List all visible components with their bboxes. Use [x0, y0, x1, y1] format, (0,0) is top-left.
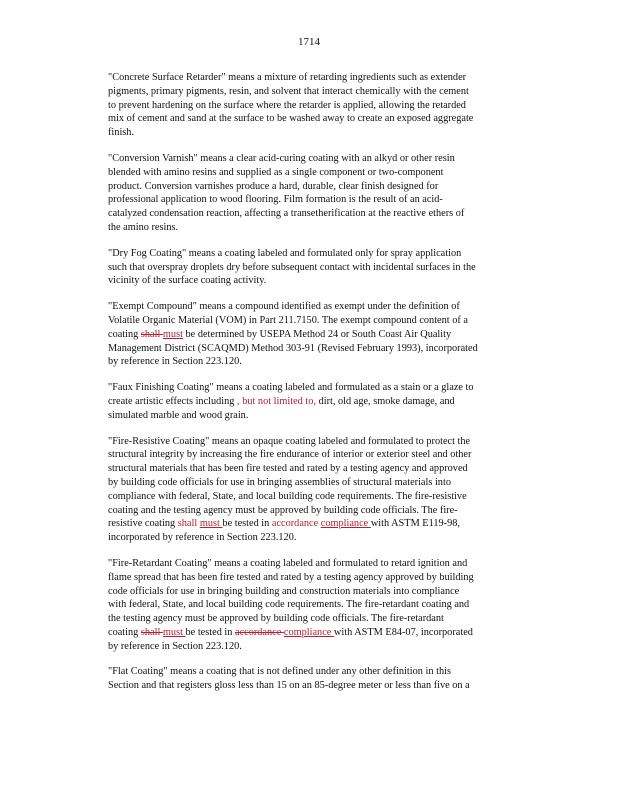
- text-run: coating: [108, 626, 141, 638]
- text-run: "Flat Coating" means a coating that is not defined under any other definition in this: [108, 666, 451, 678]
- deleted-text: accordance: [235, 626, 284, 638]
- text-line: [108, 355, 548, 369]
- definition-flat-coating: [108, 665, 548, 693]
- text-line: [108, 193, 548, 207]
- inserted-text: , but not limited to,: [237, 395, 316, 407]
- text-run: "Exempt Compound" means a compound identified as exempt under the definition of: [108, 301, 460, 313]
- text-line: [108, 490, 548, 504]
- text-run: with ASTM E84-07, incorporated: [333, 626, 473, 638]
- text-line: [108, 626, 548, 640]
- document-body: [108, 71, 548, 705]
- text-run: code officials for use in bringing building and construction materials into compliance: [108, 585, 460, 597]
- text-line: [108, 476, 548, 490]
- text-run: mix of cement and sand at the surface to be washed away to create an exposed aggregate: [108, 113, 474, 125]
- text-run: vicinity of the surface coating activity.: [108, 275, 267, 287]
- inserted-text: accordance: [271, 518, 321, 530]
- text-line: [108, 679, 548, 693]
- text-run: by building code officials for use in bringing assemblies of structural materials into: [108, 476, 451, 488]
- text-line: [108, 221, 548, 235]
- text-line: [108, 274, 548, 288]
- text-line: [108, 126, 548, 140]
- definition-fire-retardant-coating: [108, 557, 548, 654]
- text-run: be tested in: [222, 518, 272, 530]
- definition-faux-finishing-coating: [108, 381, 548, 422]
- inserted-text: must: [162, 626, 186, 638]
- deleted-text: shall: [140, 626, 163, 638]
- text-run: finish.: [108, 127, 135, 139]
- text-run: pigments, primary pigments, resin, and solvent that interact chemically with the cement: [108, 85, 469, 97]
- text-line: [108, 99, 548, 113]
- text-line: [108, 112, 548, 126]
- text-run: "Fire-Retardant Coating" means a coating labeled and formulated to retard ignition and: [108, 557, 468, 569]
- definition-concrete-surface-retarder: [108, 71, 548, 140]
- text-line: [108, 381, 548, 395]
- text-run: to prevent hardening on the surface where the retarder is applied, allowing the retarded: [108, 99, 466, 111]
- inserted-text: must: [162, 328, 183, 340]
- definition-conversion-varnish: [108, 152, 548, 235]
- text-line: [108, 247, 548, 261]
- text-run: coating and the testing agency must be approved by building code officials. The fire-: [108, 504, 458, 516]
- text-line: [108, 531, 548, 545]
- text-run: flame spread that has been fire tested and rated by a testing agency approved by building: [108, 571, 474, 583]
- text-line: [108, 166, 548, 180]
- text-line: [108, 640, 548, 654]
- text-run: "Conversion Varnish" means a clear acid-curing coating with an alkyd or other resin: [108, 152, 455, 164]
- text-run: create artistic effects including: [108, 395, 238, 407]
- text-line: [108, 665, 548, 679]
- text-line: [108, 598, 548, 612]
- text-run: incorporated by reference in Section 223.120.: [108, 532, 297, 544]
- text-line: [108, 504, 548, 518]
- text-run: product. Conversion varnishes produce a hard, durable, clear finish designed for: [108, 180, 439, 192]
- page-number: 1714: [298, 36, 320, 48]
- text-run: be tested in: [185, 626, 235, 638]
- text-run: structural materials that has been fire tested and rated by a testing agency and approved: [108, 463, 468, 475]
- text-run: Section and that registers gloss less than 15 on an 85-degree meter or less than five on a: [108, 680, 470, 692]
- text-run: with ASTM E119-98,: [370, 518, 460, 530]
- text-line: [108, 152, 548, 166]
- text-line: [108, 557, 548, 571]
- text-line: [108, 435, 548, 449]
- text-run: dirt, old age, smoke damage, and: [316, 395, 455, 407]
- text-line: [108, 85, 548, 99]
- text-line: [108, 207, 548, 221]
- text-line: [108, 448, 548, 462]
- text-run: "Fire-Resistive Coating" means an opaque coating labeled and formulated to protect the: [108, 435, 471, 447]
- text-line: [108, 612, 548, 626]
- text-run: by reference in Section 223.120.: [108, 640, 242, 652]
- inserted-text: compliance: [283, 626, 334, 638]
- text-line: [108, 409, 548, 423]
- text-line: [108, 71, 548, 85]
- text-line: [108, 261, 548, 275]
- text-run: structural integrity by increasing the fire endurance of interior or exterior steel and other: [108, 449, 472, 461]
- deleted-text: shall: [140, 328, 163, 340]
- text-run: blended with amino resins and supplied as a single component or two-component: [108, 166, 444, 178]
- definition-fire-resistive-coating: [108, 435, 548, 545]
- text-line: [108, 342, 548, 356]
- text-run: catalyzed condensation reaction, affecting a transetherification at the reactive ethers of: [108, 208, 465, 220]
- text-run: the amino resins.: [108, 221, 179, 233]
- text-line: [108, 585, 548, 599]
- text-run: resistive coating: [108, 518, 178, 530]
- text-line: [108, 517, 548, 531]
- text-run: "Concrete Surface Retarder" means a mixture of retarding ingredients such as extender: [108, 72, 467, 83]
- text-run: be determined by USEPA Method 24 or South Coast Air Quality: [182, 328, 452, 340]
- definition-exempt-compound: [108, 300, 548, 369]
- inserted-text: compliance: [320, 518, 371, 530]
- text-line: [108, 328, 548, 342]
- text-run: "Dry Fog Coating" means a coating labeled and formulated only for spray application: [108, 247, 462, 259]
- text-run: by reference in Section 223.120.: [108, 356, 242, 368]
- text-line: [108, 180, 548, 194]
- definition-dry-fog-coating: [108, 247, 548, 288]
- text-run: simulated marble and wood grain.: [108, 409, 249, 421]
- inserted-text: shall: [177, 518, 200, 530]
- text-run: professional application to wood flooring. Film formation is the result of an acid-: [108, 194, 443, 206]
- text-run: such that overspray droplets dry before subsequent contact with incidental surfaces in the: [108, 261, 476, 273]
- text-run: with federal, State, and local building code requirements. The fire-retardant coating and: [108, 599, 470, 611]
- text-line: [108, 571, 548, 585]
- text-line: [108, 395, 548, 409]
- text-run: coating: [108, 328, 141, 340]
- text-line: [108, 314, 548, 328]
- text-line: [108, 300, 548, 314]
- text-run: Volatile Organic Material (VOM) in Part 211.7150. The exempt compound content of a: [108, 314, 468, 326]
- text-run: compliance with federal, State, and local building code requirements. The fire-resistive: [108, 490, 467, 502]
- inserted-text: must: [199, 518, 223, 530]
- text-run: Management District (SCAQMD) Method 303-91 (Revised February 1993), incorporated: [108, 342, 478, 354]
- text-run: "Faux Finishing Coating" means a coating labeled and formulated as a stain or a glaze to: [108, 382, 474, 394]
- text-run: the testing agency must be approved by building code officials. The fire-retardant: [108, 613, 444, 625]
- text-line: [108, 462, 548, 476]
